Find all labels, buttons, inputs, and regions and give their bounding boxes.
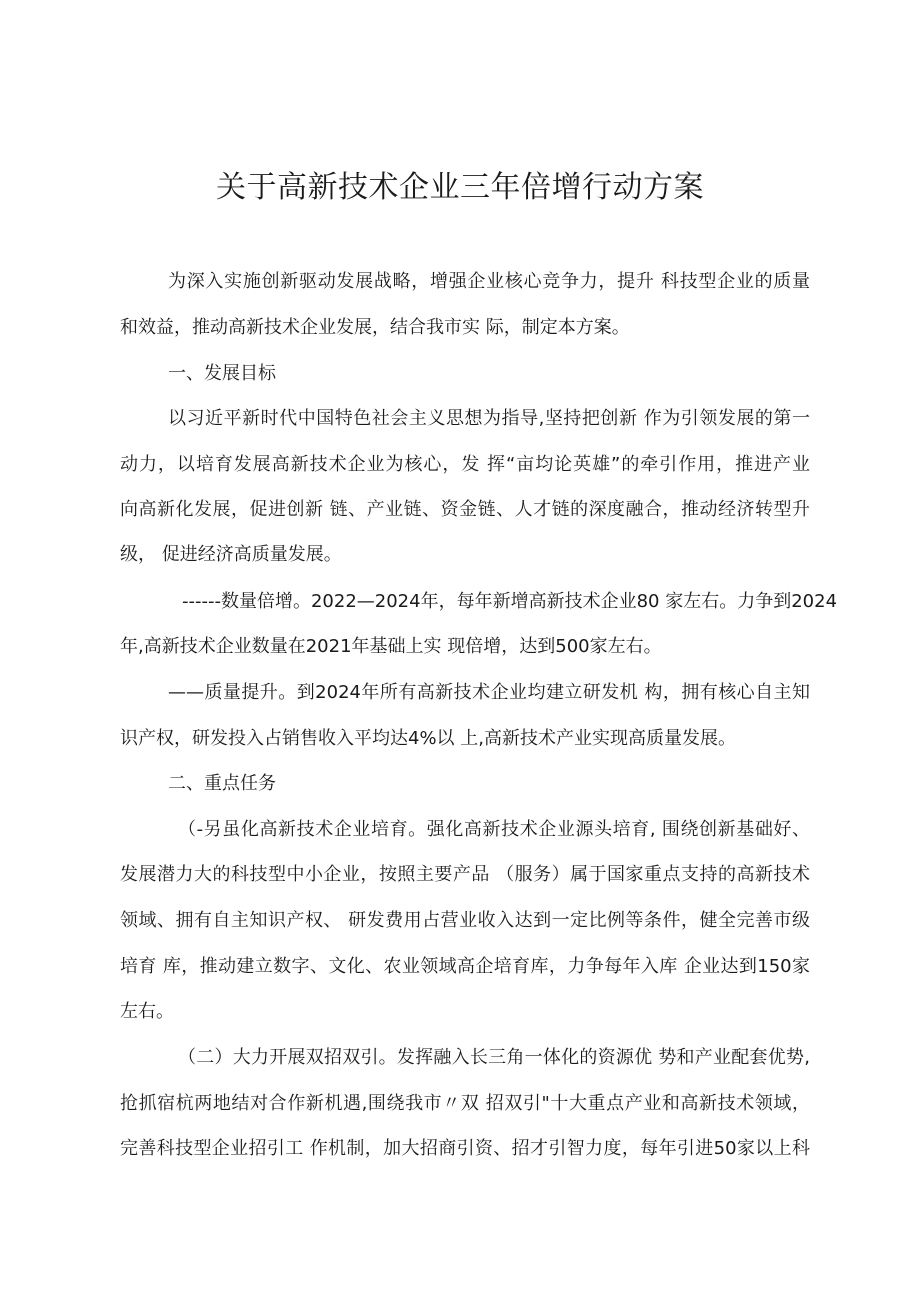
paragraph-line: 领域、拥有自主知识产权、 研发费用占营业收入达到一定比例等条件，健全完善市级 — [120, 910, 810, 931]
paragraph-line: ——质量提升。到2024年所有高新技术企业均建立研发机 构，拥有核心自主知 — [168, 682, 810, 703]
paragraph-line: 为深入实施创新驱动发展战略，增强企业核心竞争力，提升 科技型企业的质量 — [168, 271, 810, 292]
section-heading: 二、重点任务 — [168, 773, 276, 794]
section-heading: 一、发展目标 — [168, 363, 276, 384]
paragraph-line: 左右。 — [120, 1001, 174, 1022]
paragraph-line: 抢抓宿杭两地结对合作新机遇,围绕我市〃双 招双引"十大重点产业和高新技术领域， — [120, 1093, 810, 1114]
paragraph-line: 以习近平新时代中国特色社会主义思想为指导,坚持把创新 作为引领发展的第一 — [168, 408, 810, 429]
paragraph-line: 识产权，研发投入占销售收入平均达4%以 上,高新技术产业实现高质量发展。 — [120, 728, 736, 749]
paragraph-line: ------数量倍增。2022—2024年，每年新增高新技术企业80 家左右。力争到2024 — [182, 591, 838, 612]
paragraph-line: （二）大力开展双招双引。发挥融入长三角一体化的资源优 势和产业配套优势, — [178, 1047, 810, 1068]
paragraph-line: 动力，以培育发展高新技术企业为核心，发 挥“亩均论英雄”的牵引作用，推进产业 — [120, 454, 810, 475]
paragraph-line: 级， 促进经济高质量发展。 — [120, 544, 342, 565]
document-title: 关于高新技术企业三年倍增行动方案 — [216, 170, 704, 205]
paragraph-line: 年,高新技术企业数量在2021年基础上实 现倍增，达到500家左右。 — [120, 636, 662, 657]
paragraph-line: 和效益，推动高新技术企业发展，结合我市实 际，制定本方案。 — [120, 317, 630, 338]
paragraph-line: 完善科技型企业招引工 作机制，加大招商引资、招才引智力度，每年引进50家以上科 — [120, 1138, 810, 1159]
paragraph-line: 发展潜力大的科技型中小企业，按照主要产品 （服务）属于国家重点支持的高新技术 — [120, 864, 810, 885]
paragraph-line: 向高新化发展，促进创新 链、产业链、资金链、人才链的深度融合，推动经济转型升 — [120, 499, 810, 520]
paragraph-line: （-另虽化高新技术企业培育。强化高新技术企业源头培育, 围绕创新基础好、 — [178, 819, 810, 840]
paragraph-line: 培育 库，推动建立数字、文化、农业领域高企培育库，力争每年入库 企业达到150家 — [120, 956, 810, 977]
